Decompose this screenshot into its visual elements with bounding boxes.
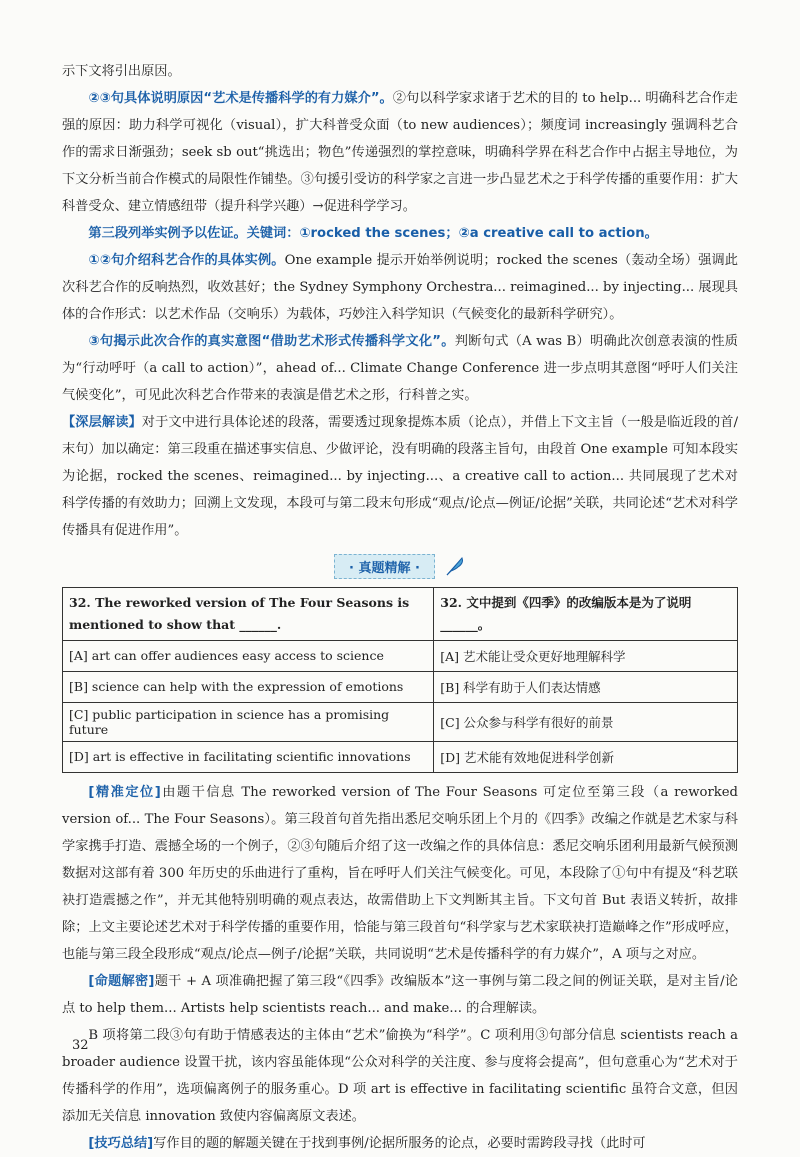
question-table xyxy=(62,587,738,773)
question-stem-zh: 32. 文中提到《四季》的改编版本是为了说明______。 xyxy=(434,587,738,640)
table-row xyxy=(63,741,738,772)
tag-label: [精准定位] xyxy=(88,784,161,800)
option-d-en: [D] art is effective in facilitating scientific innovations xyxy=(63,741,434,772)
highlight: ③句揭示此次合作的真实意图“借助艺术形式传播科学文化”。 xyxy=(88,334,455,349)
paragraph: B 项将第二段③句有助于情感表达的主体由“艺术”偷换为“科学”。C 项利用③句部分信息 scientists reach a broader audience 设置干扰，该内容虽能体现“公众对科学的关注度、参与度将会提高”，但句意重心为“艺术对于传播科学的作用”，选项偏离例子的服务重心。D 项 art is effective in facilitating scientific 虽符合文意，但因添加无关信息 innovation 致使内容偏离原文表述。 xyxy=(62,1027,738,1124)
paragraph-text: 判断句式（A was B）明确此次创意表演的性质为“行动呼吁（a call to action）”，ahead of... Climate Change Conference 进一步点明其意图“呼吁人们关注气候变化”，可见此次科艺合作带来的表演是借艺术之形，行科普之实。 xyxy=(62,334,738,403)
question-stem-en: 32. The reworked version of The Four Seasons is mentioned to show that ______. xyxy=(63,587,434,640)
paragraph xyxy=(62,247,738,328)
table-row xyxy=(63,640,738,671)
paragraph xyxy=(62,1130,738,1157)
paragraph xyxy=(62,328,738,409)
paragraph xyxy=(62,779,738,968)
tag-label: [命题解密] xyxy=(88,973,155,989)
table-row xyxy=(63,587,738,640)
paragraph xyxy=(62,409,738,544)
tag-label: 【深层解读】 xyxy=(62,415,142,430)
paragraph xyxy=(62,968,738,1022)
paragraph-text: 题干 + A 项准确把握了第三段“《四季》改编版本”这一事例与第二段之间的例证关联，是对主旨/论点 to help them... Artists help scientists reach... and make... 的合理解读。 xyxy=(62,973,738,1016)
quill-icon xyxy=(444,555,466,581)
tag-label: [技巧总结] xyxy=(88,1135,154,1151)
option-a-zh: [A] 艺术能让受众更好地理解科学 xyxy=(434,640,738,671)
table-row xyxy=(63,671,738,702)
option-b-zh: [B] 科学有助于人们表达情感 xyxy=(434,671,738,702)
option-c-en: [C] public participation in science has a promising future xyxy=(63,702,434,741)
section-title: · 真题精解 · xyxy=(334,554,435,579)
option-b-en: [B] science can help with the expression of emotions xyxy=(63,671,434,702)
page xyxy=(62,0,738,1157)
option-a-en: [A] art can offer audiences easy access to science xyxy=(63,640,434,671)
paragraph-text: 由题干信息 The reworked version of The Four Seasons 可定位至第三段（a reworked version of... The Four Seasons）。第三段首句首先指出悉尼交响乐团上个月的《四季》改编之作就是艺术家与科学家携手打造、震撼全场的一个例子，②③句随后介绍了这一改编之作的具体信息：悉尼交响乐团利用最新气候预测数据对这部有着 300 年历史的乐曲进行了重构，旨在呼吁人们关注气候变化。可见，本段除了①句中有提及“科艺联袂打造震撼之作”，并无其他特别明确的观点表达，故需借助上下文判断其主旨。下文句首 But 表语义转折，故排除；上文主要论述艺术对于科学传播的重要作用，恰能与第三段首句“科学家与艺术家联袂打造巅峰之作”形成呼应，也能与第三段全段形成“观点/论点—例子/论据”关联，共同说明“艺术是传播科学的有力媒介”，A 项与之对应。 xyxy=(62,784,738,962)
page-number: 32 xyxy=(72,1038,89,1053)
option-d-zh: [D] 艺术能有效地促进科学创新 xyxy=(434,741,738,772)
paragraph-text: 写作目的题的解题关键在于找到事例/论据所服务的论点，必要时需跨段寻找（此时可 xyxy=(153,1135,646,1151)
heading: 第三段列举实例予以佐证。关键词：①rocked the scenes；②a creative call to action。 xyxy=(88,226,658,241)
paragraph-text: One example 提示开始举例说明；rocked the scenes（轰动全场）强调此次科艺合作的反响热烈，收效甚好；the Sydney Symphony Orchestra... reimagined... by injecting... 展现具体的合作形式：以艺术作品（交响乐）为载体，巧妙注入科学知识（气候变化的最新科学研究）。 xyxy=(62,253,738,322)
table-row xyxy=(63,702,738,741)
paragraph: 示下文将引出原因。 xyxy=(62,64,181,79)
paragraph xyxy=(62,85,738,220)
paragraph-text: ②句以科学家求诸于艺术的目的 to help... 明确科艺合作走强的原因：助力科学可视化（visual），扩大科普受众面（to new audiences）；频度词 increasingly 强调科艺合作的需求日渐强劲；seek sb out“挑选出；物色”传递强烈的掌控意味，明确科学界在科艺合作中占据主导地位，为下文分析当前合作模式的局限性作铺垫。③句援引受访的科学家之言进一步凸显艺术之于科学传播的重要作用：扩大科普受众、建立情感纽带（提升科学兴趣）→促进科学学习。 xyxy=(62,91,738,214)
highlight: ①②句介绍科艺合作的具体实例。 xyxy=(88,253,285,268)
option-c-zh: [C] 公众参与科学有很好的前景 xyxy=(434,702,738,741)
paragraph-text: 对于文中进行具体论述的段落，需要透过现象提炼本质（论点），并借上下文主旨（一般是临近段的首/末句）加以确定：第三段重在描述事实信息、少做评论，没有明确的段落主旨句，由段首 One example 可知本段实为论据，rocked the scenes、reimagined... by injecting...、a creative call to action... 共同展现了艺术对科学传播的有效助力；回溯上文发现，本段可与第二段末句形成“观点/论点—例证/论据”关联，共同论述“艺术对科学传播具有促进作用”。 xyxy=(62,415,739,538)
section-title-wrap xyxy=(62,554,738,581)
highlight: ②③句具体说明原因“艺术是传播科学的有力媒介”。 xyxy=(88,91,393,106)
